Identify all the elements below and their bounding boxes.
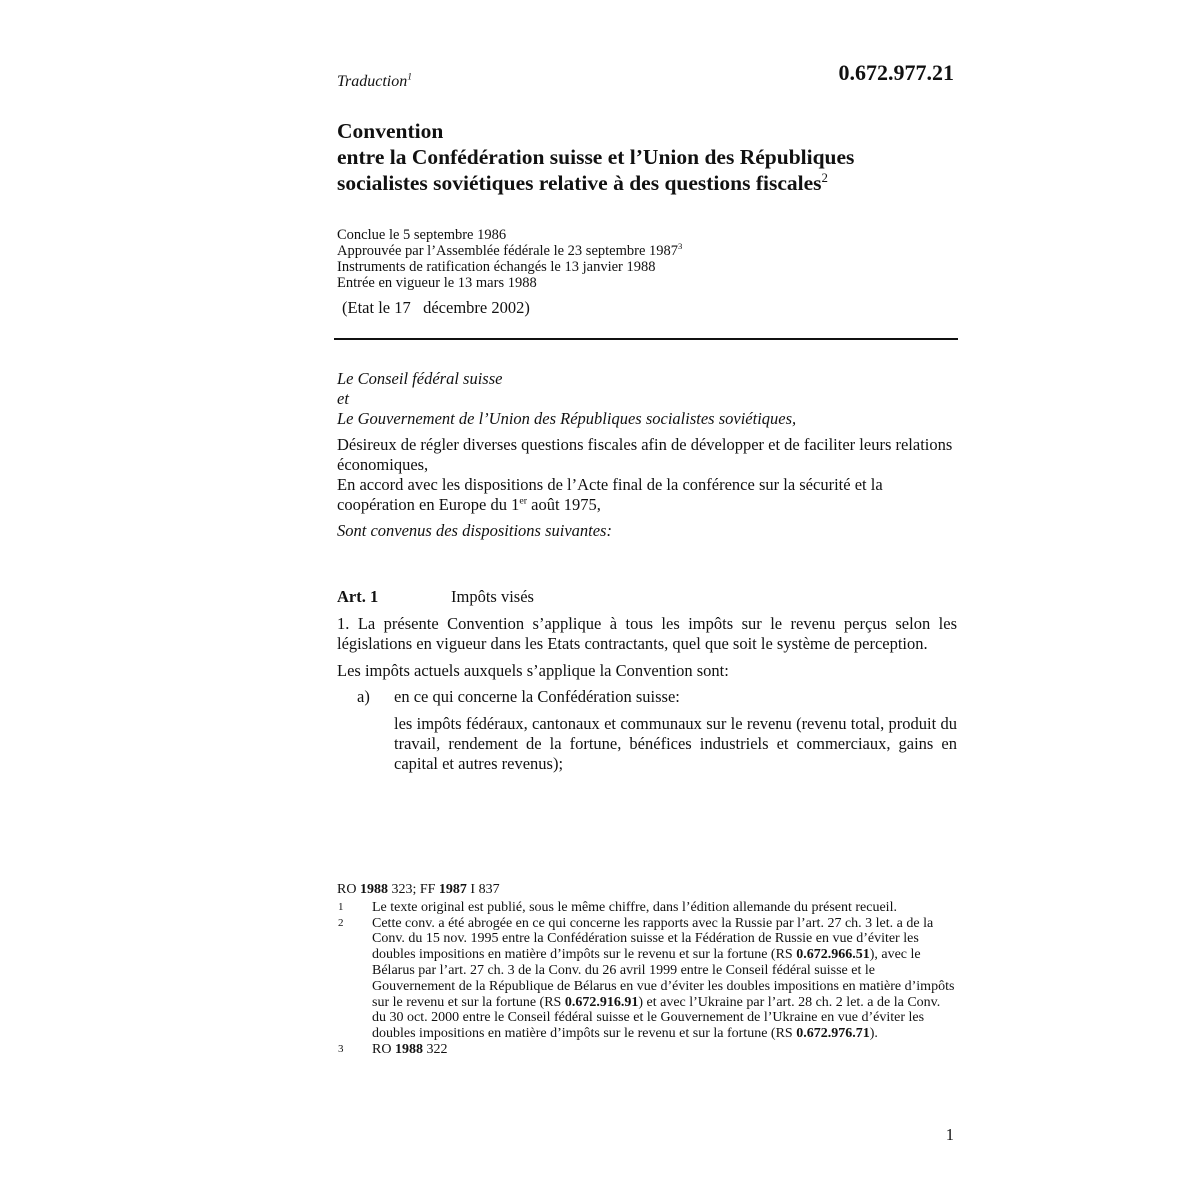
list-marker-a: a): [357, 687, 370, 706]
document-title: [337, 118, 977, 196]
article-1-para-1: 1. La présente Convention s’applique à tous les impôts sur le revenu perçus selon les législations en vigueur dans les Etats contractants, quel que soit le système de perception.: [337, 614, 957, 653]
sr-link[interactable]: 0.672.916.91: [564, 994, 639, 1010]
sr-link[interactable]: 0.672.966.51: [796, 947, 870, 963]
party-1: Le Conseil fédéral suisse: [337, 369, 503, 388]
page-number: 1: [945, 1125, 954, 1144]
article-1-body: [337, 614, 957, 774]
article-number: Art. 1: [337, 587, 379, 606]
in-force-date: Entrée en vigueur le 13 mars 1988: [337, 275, 537, 291]
sr-number: 0.672.977.21: [838, 60, 954, 85]
footnote-ref-3[interactable]: 3: [678, 241, 683, 252]
title-line-3: socialistes soviétiques relative à des questions fiscales$^2$: [337, 170, 828, 195]
article-1-para-2: Les impôts actuels auxquels s’applique la Convention sont:: [337, 661, 729, 680]
footnote-2: [337, 916, 957, 1042]
list-item-a: [337, 687, 957, 707]
footnote-number: 2: [338, 916, 344, 929]
ratification-date: Instruments de ratification échangés le 13 janvier 1988: [337, 259, 656, 275]
article-1-heading: [337, 587, 534, 607]
title-line-1: Convention: [337, 119, 444, 143]
party-2: Le Gouvernement de l’Union des Républiques socialistes soviétiques,: [337, 409, 797, 428]
publication-reference: RO 1988 323; FF 1987 I 837: [337, 882, 500, 897]
translation-text: Traduction: [337, 73, 408, 90]
horizontal-divider: [334, 338, 958, 340]
preamble-accord: En accord avec les dispositions de l’Acte final de la conférence sur la sécurité et la coopération en Europe du 1er août 1975,: [337, 475, 883, 514]
preamble-agreed: Sont convenus des dispositions suivantes:: [337, 521, 612, 540]
footnotes: [337, 882, 957, 1058]
footnote-number: 3: [338, 1042, 344, 1055]
footnote-text: Le texte original est publié, sous le même chiffre, dans l’édition allemande du présent recueil.: [372, 899, 897, 915]
status-date: (Etat le 17 décembre 2002): [342, 298, 530, 317]
footnote-text: Cette conv. a été abrogée en ce qui concerne les rapports avec la Russie par l’art. 27 ch. 3 let. a de la Conv. du 15 nov. 1995 entre la Confédération suisse et la Fédération de Russie en vue d’éviter les doubles impositions en matière d’impôts sur le revenu et sur la fortune (RS 0.672.966.51), avec le Bélarus par l’art. 27 ch. 3 de la Conv. du 26 avril 1999 entre le Conseil fédéral suisse et le Gouvernement de la République de Bélarus en vue d’éviter les doubles impositions en matière d’impôts sur le revenu et sur la fortune (RS 0.672.916.91) et avec l’Ukraine par l’art. 28 ch. 2 let. a de la Conv. du 30 oct. 2000 entre le Conseil fédéral suisse et le Gouvernement de l’Ukraine en vue d’éviter les doubles impositions en matière d’impôts sur le revenu et sur la fortune (RS 0.672.976.71).: [372, 915, 955, 1042]
footnote-ref-1[interactable]: 1: [407, 71, 413, 83]
footnote-1: [337, 900, 957, 916]
list-item-a-text: en ce qui concerne la Confédération suisse:: [394, 687, 680, 706]
translation-label: [337, 73, 412, 91]
footnote-number: 1: [338, 900, 344, 913]
preamble-desire: Désireux de régler diverses questions fiscales afin de développer et de faciliter leurs relations économiques,: [337, 435, 953, 474]
footnote-3: [337, 1042, 957, 1058]
party-conjunction: et: [337, 389, 349, 408]
title-line-2: entre la Confédération suisse et l’Union des Républiques: [337, 145, 855, 169]
preamble: [337, 369, 957, 541]
article-title: Impôts visés: [451, 587, 534, 606]
list-item-a-detail: les impôts fédéraux, cantonaux et communaux sur le revenu (revenu total, produit du travail, rendement de la fortune, bénéfices industriels et commerciaux, gains en capital et autres revenus);: [394, 714, 957, 773]
concluded-date: Conclue le 5 septembre 1986: [337, 227, 507, 243]
approved-date: Approuvée par l’Assemblée fédérale le 23 septembre 1987$^3$: [337, 241, 683, 259]
sr-link[interactable]: 0.672.976.71: [796, 1026, 870, 1042]
dates-block: [337, 227, 682, 291]
footnote-ref-2[interactable]: 2: [821, 170, 828, 185]
footnote-text: RO 1988 322: [372, 1041, 448, 1057]
